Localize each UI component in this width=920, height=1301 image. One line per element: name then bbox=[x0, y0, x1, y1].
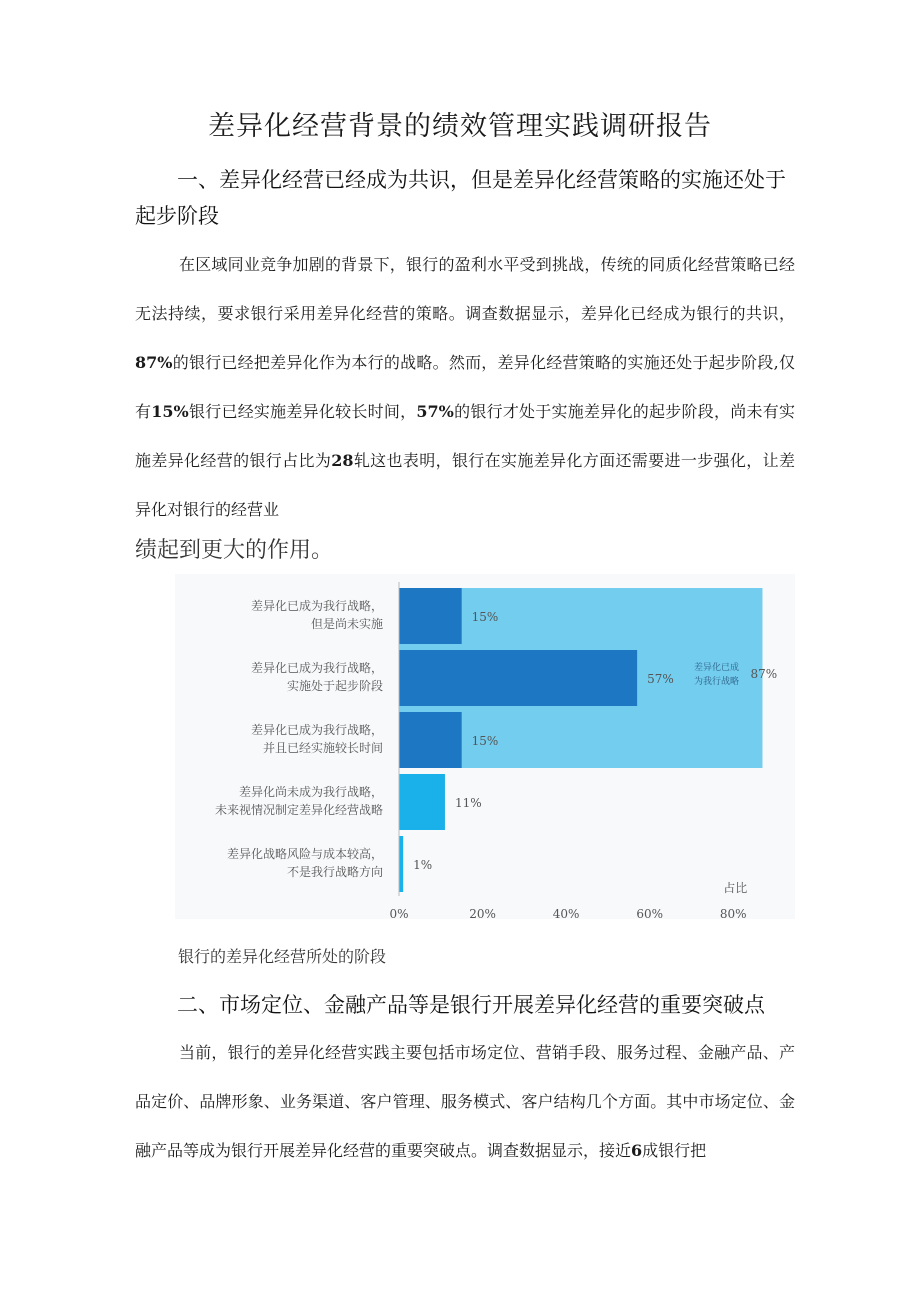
chart-caption: 银行的差异化经营所处的阶段 bbox=[178, 947, 387, 966]
category-label-0-1: 但是尚未实施 bbox=[310, 617, 383, 631]
category-label-1-1: 实施处于起步阶段 bbox=[286, 679, 383, 693]
group-label-0: 差异化已成 bbox=[693, 663, 739, 673]
x-tick-label-1: 20% bbox=[469, 907, 496, 921]
x-tick-label-2: 40% bbox=[552, 907, 580, 921]
category-label-3-1: 未来视情况制定差异化经营战略 bbox=[214, 803, 383, 817]
page-title: 差异化经营背景的绩效管理实践调研报告 bbox=[208, 111, 712, 142]
section-heading-1: 一、差异化经营已经成为共识，但是差异化经营策略的实施还处于起步阶段 bbox=[135, 168, 786, 228]
group-value-label: 87% bbox=[750, 667, 778, 681]
section-heading-2: 二、市场定位、金融产品等是银行开展差异化经营的重要突破点 bbox=[177, 993, 765, 1017]
category-label-0-0: 差异化已成为我行战略， bbox=[250, 599, 383, 613]
bar-value-label-3: 11% bbox=[454, 796, 482, 810]
category-label-4-0: 差异化战略风险与成本较高， bbox=[226, 847, 383, 861]
bar-value-label-2: 15% bbox=[471, 734, 499, 748]
group-label-1: 为我行战略 bbox=[693, 677, 739, 687]
stat-57: 57% bbox=[416, 402, 454, 421]
stat-15: 15% bbox=[151, 402, 189, 421]
category-label-2-1: 并且已经实施较长时间 bbox=[262, 741, 383, 755]
paragraph-2-text-1: 当前，银行的差异化经营实践主要包括市场定位、营销手段、服务过程、金融产品、产品定价、品牌形象、业务渠道、客户管理、服务模式、客户结构几个方面。其中市场定位、金融产品等成为银行开展差异化经营的重要突破点。调查数据显示，接近 bbox=[135, 1043, 795, 1160]
x-tick-label-0: 0% bbox=[389, 907, 409, 921]
category-label-2-0: 差异化已成为我行战略， bbox=[250, 723, 383, 737]
stat-6: 6 bbox=[631, 1141, 643, 1160]
paragraph-1-text-4: 的银行才处于实施差异化的起步阶段，尚未有实施差异化经营的银行占比为 bbox=[135, 402, 795, 470]
stat-87: 87% bbox=[135, 353, 173, 372]
bar-4 bbox=[399, 836, 403, 892]
x-axis-label: 占比 bbox=[723, 881, 748, 895]
bar-1 bbox=[399, 650, 637, 706]
paragraph-1-tail: 绩起到更大的作用。 bbox=[135, 538, 334, 563]
bar-3 bbox=[399, 774, 445, 830]
paragraph-1-text-2: 的银行已经把差异化作为本行的战略。然而，差异化经营策略的实施还处于起步阶段,仅有 bbox=[135, 353, 795, 421]
category-label-1-0: 差异化已成为我行战略， bbox=[250, 661, 383, 675]
x-tick-label-3: 60% bbox=[636, 907, 664, 921]
x-tick-label-4: 80% bbox=[719, 907, 747, 921]
bar-2 bbox=[399, 712, 462, 768]
paragraph-2 bbox=[135, 1028, 795, 1175]
bar-value-label-4: 1% bbox=[413, 858, 433, 872]
paragraph-1-text-3: 银行已经实施差异化较长时间， bbox=[188, 402, 417, 421]
paragraph-1-text-1: 在区域同业竞争加剧的背景下，银行的盈利水平受到挑战，传统的同质化经营策略已经无法持续，要求银行采用差异化经营的策略。调查数据显示，差异化已经成为银行的共识， bbox=[135, 255, 795, 323]
bar-value-label-0: 15% bbox=[471, 610, 499, 624]
stat-28: 28 bbox=[331, 451, 354, 470]
bar-chart bbox=[175, 574, 795, 934]
bar-0 bbox=[399, 588, 462, 644]
category-label-3-0: 差异化尚未成为我行战略， bbox=[238, 785, 383, 799]
paragraph-1-text-5: 轧这也表明，银行在实施差异化方面还需要进一步强化，让差异化对银行的经营业 bbox=[135, 451, 795, 519]
paragraph-2-text-2: 成银行把 bbox=[642, 1141, 707, 1160]
category-label-4-1: 不是我行战略方向 bbox=[286, 865, 383, 879]
bar-value-label-1: 57% bbox=[647, 672, 674, 686]
paragraph-1 bbox=[135, 240, 795, 534]
